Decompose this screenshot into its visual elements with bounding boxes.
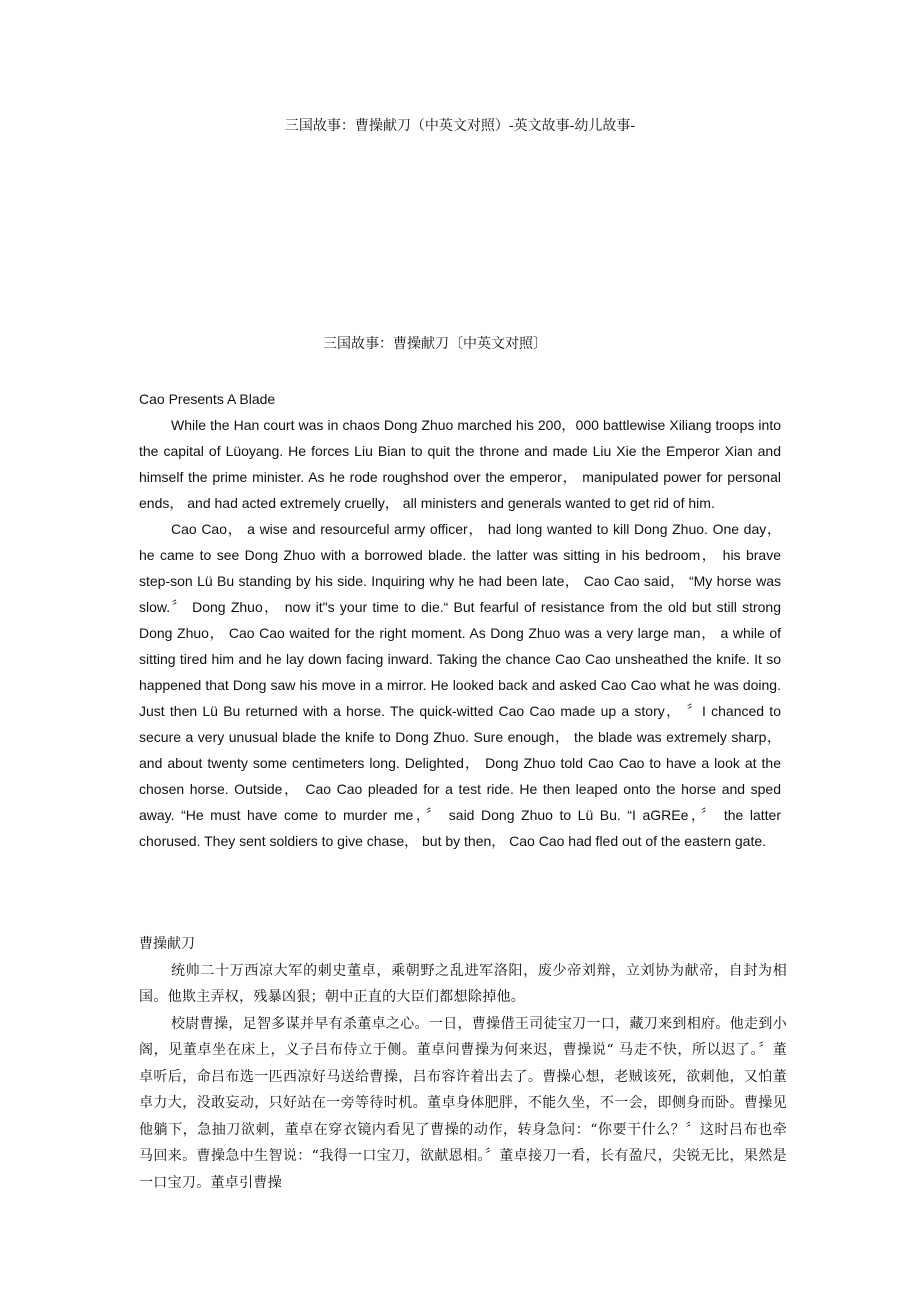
english-paragraph: While the Han court was in chaos Dong Zhuo marched his 200，000 battlewise Xiliang troops into the capital of Lüoyang. He forces Liu Bian to quit the throne and made Liu Xie the Emperor Xian and himself the prime minister. As he rode roughshod over the emperor， manipulated power for personal ends， and had acted extremely cruelly， all ministers and generals wanted to get rid of him.	[139, 417, 781, 511]
english-paragraph: Cao Cao， a wise and resourceful army officer， had long wanted to kill Dong Zhuo. One day， he came to see Dong Zhuo with a borrowed blade. the latter was sitting in his bedroom， his brave step-son Lü Bu standing by his side. Inquiring why he had been late， Cao Cao said， “My horse was slow.〞 Dong Zhuo， now it"s your time to die.“ But fearful of resistance from the old but still strong Dong Zhuo， Cao Cao waited for the right moment. As Dong Zhuo was a very large man， a while of sitting tired him and he lay down facing inward. Taking the chance Cao Cao unsheathed the knife. It so happened that Dong saw his move in a mirror. He looked back and asked Cao Cao what he was doing. Just then Lü Bu returned with a horse. The quick-witted Cao Cao made up a story， 〞I chanced to secure a very unusual blade the knife to Dong Zhuo. Sure enough， the blade was extremely sharp， and about twenty some centimeters long. Delighted， Dong Zhuo told Cao Cao to have a look at the chosen horse. Outside， Cao Cao pleaded for a test ride. He then leaped onto the horse and sped away. “He must have come to murder me，〞 said Dong Zhuo to Lü Bu. “I aGREe，〞 the latter chorused. They sent soldiers to give chase， but by then， Cao Cao had fled out of the eastern gate.	[139, 521, 781, 849]
english-heading: Cao Presents A Blade	[139, 391, 276, 407]
chinese-heading: 曹操献刀	[139, 936, 195, 952]
document-title: 三国故事：曹操献刀〔中英文对照〕	[323, 336, 547, 352]
english-section	[139, 386, 781, 854]
chinese-paragraph: 校尉曹操，足智多谋并早有杀董卓之心。一日，曹操借王司徒宝刀一口，藏刀来到相府。他走到小阁，见董卓坐在床上，义子吕布侍立于侧。董卓问曹操为何来迟，曹操说“ 马走不快，所以迟了。〞董卓听后，命吕布选一匹西凉好马送给曹操，吕布容许着出去了。曹操心想，老贼该死，欲刺他，又怕董卓力大，没敢妄动，只好站在一旁等待时机。董卓身体肥胖，不能久坐，不一会，即侧身而卧。曹操见他躺下，急抽刀欲刺，董卓在穿衣镜内看见了曹操的动作，转身急问：“你要干什么？〞这时吕布也牵马回来。曹操急中生智说：“我得一口宝刀，欲献恩相。〞董卓接刀一看，长有盈尺，尖锐无比，果然是一口宝刀。董卓引曹操	[139, 1015, 787, 1191]
chinese-section	[139, 931, 787, 1196]
page-header-title: 三国故事：曹操献刀（中英文对照）-英文故事-幼儿故事-	[284, 118, 636, 134]
chinese-paragraph: 统帅二十万西凉大军的刺史董卓，乘朝野之乱进军洛阳，废少帝刘辩，立刘协为献帝，自封为相国。他欺主弄权，残暴凶狠；朝中正直的大臣们都想除掉他。	[139, 962, 787, 1005]
